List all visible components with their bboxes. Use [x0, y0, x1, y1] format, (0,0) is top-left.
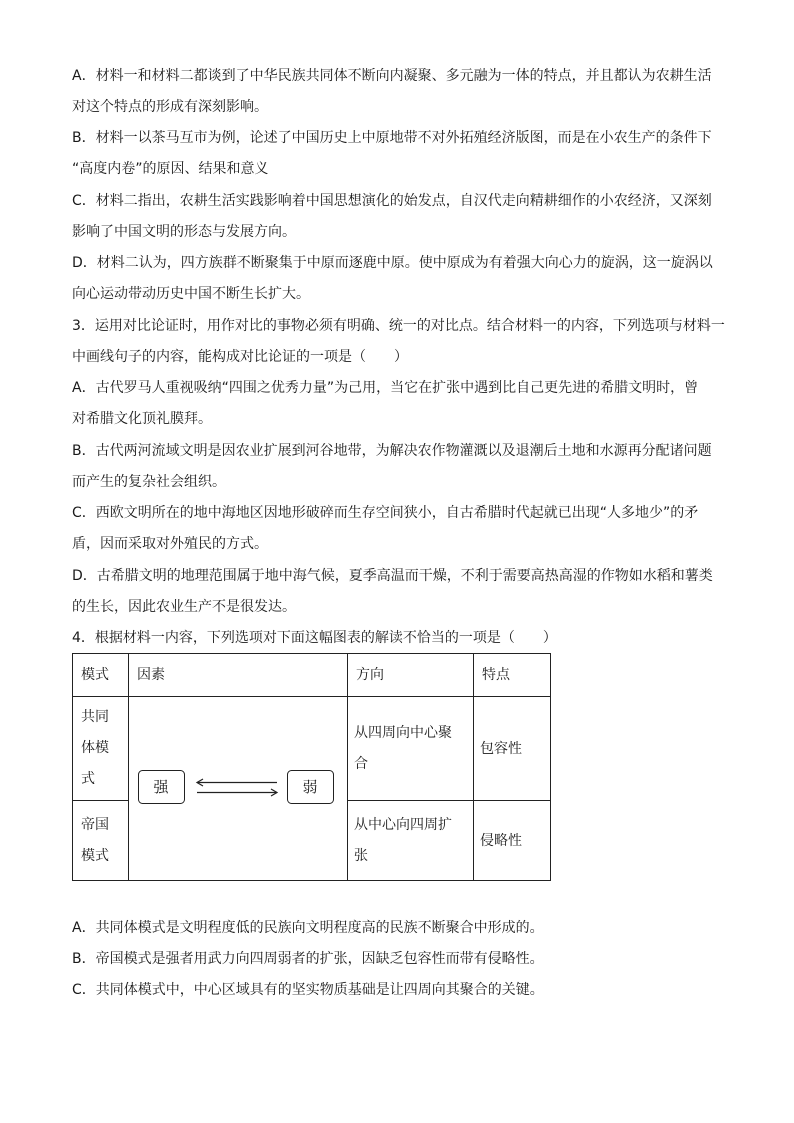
row1-mode-line2: 体模 [81, 740, 109, 756]
q3-option-c-line1: C．西欧文明所在的地中海地区因地形破碎而生存空间狭小，自古希腊时代起就已出现“人多地少”的矛 [72, 505, 699, 521]
row2-direction-line2: 张 [354, 848, 368, 864]
q2-option-c-line2: 影响了中国文明的形态与发展方向。 [72, 224, 296, 240]
header-factor: 因素 [137, 667, 165, 683]
row1-mode-line3: 式 [81, 771, 95, 787]
double-arrow-icon [197, 779, 277, 796]
q2-option-a-line2: 对这个特点的形成有深刻影响。 [72, 99, 268, 115]
row2-feature: 侵略性 [480, 833, 522, 849]
q4-option-c: C．共同体模式中，中心区域具有的坚实物质基础是让四周向其聚合的关键。 [72, 982, 544, 998]
row2-direction-line1: 从中心向四周扩 [354, 817, 452, 833]
q3-option-d-line1: D．古希腊文明的地理范围属于地中海气候，夏季高温而干燥，不利于需要高热高湿的作物如水稻和薯类 [72, 568, 713, 584]
q4-option-a: A．共同体模式是文明程度低的民族向文明程度高的民族不断聚合中形成的。 [72, 920, 544, 936]
q3-option-a-line2: 对希腊文化顶礼膜拜。 [72, 411, 212, 427]
factor-strong-label: 强 [153, 778, 169, 796]
q2-option-b-line1: B．材料一以茶马互市为例，论述了中国历史上中原地带不对外拓殖经济版图，而是在小农生产的条件下 [72, 130, 712, 146]
q3-option-c-line2: 盾，因而采取对外殖民的方式。 [72, 536, 268, 552]
q3-stem-line2: 中画线句子的内容，能构成对比论证的一项是（ ） [72, 349, 408, 365]
header-direction: 方向 [356, 667, 384, 683]
q4-option-b: B．帝国模式是强者用武力向四周弱者的扩张，因缺乏包容性而带有侵略性。 [72, 951, 544, 967]
q3-option-b-line2: 而产生的复杂社会组织。 [72, 474, 226, 490]
factor-weak-label: 弱 [302, 778, 318, 796]
q2-option-d-line1: D．材料二认为，四方族群不断聚集于中原而逐鹿中原。使中原成为有着强大向心力的旋涡，这一旋涡以 [72, 255, 713, 271]
row1-direction-line2: 合 [354, 756, 368, 772]
q2-option-a-line1: A．材料一和材料二都谈到了中华民族共同体不断向内凝聚、多元融为一体的特点，并且都认为农耕生活 [72, 68, 712, 84]
q2-option-d-line2: 向心运动带动历史中国不断生长扩大。 [72, 286, 310, 302]
header-feature: 特点 [482, 667, 510, 683]
row1-direction-line1: 从四周向中心聚 [354, 725, 452, 741]
row1-mode-line1: 共同 [81, 709, 109, 725]
q3-option-a-line1: A．古代罗马人重视吸纳“四围之优秀力量”为己用，当它在扩张中遇到比自己更先进的希腊文明时，曾 [72, 380, 699, 396]
mode-comparison-table [72, 653, 551, 881]
q2-option-b-line2: “高度内卷”的原因、结果和意义 [72, 161, 269, 177]
q2-option-c-line1: C．材料二指出，农耕生活实践影响着中国思想演化的始发点，自汉代走向精耕细作的小农经济，又深刻 [72, 193, 712, 209]
row2-mode-line1: 帝国 [81, 817, 109, 833]
row2-mode-line2: 模式 [81, 848, 109, 864]
row1-feature: 包容性 [480, 741, 522, 757]
q3-stem-line1: 3．运用对比论证时，用作对比的事物必须有明确、统一的对比点。结合材料一的内容，下列选项与材料一 [72, 318, 725, 334]
q3-option-d-line2: 的生长，因此农业生产不是很发达。 [72, 599, 296, 615]
header-mode: 模式 [81, 667, 109, 683]
q3-option-b-line1: B．古代两河流域文明是因农业扩展到河谷地带，为解决农作物灌溉以及退潮后土地和水源再分配诸问题 [72, 443, 712, 459]
q4-stem: 4．根据材料一内容，下列选项对下面这幅图表的解读不恰当的一项是（ ） [72, 630, 557, 646]
